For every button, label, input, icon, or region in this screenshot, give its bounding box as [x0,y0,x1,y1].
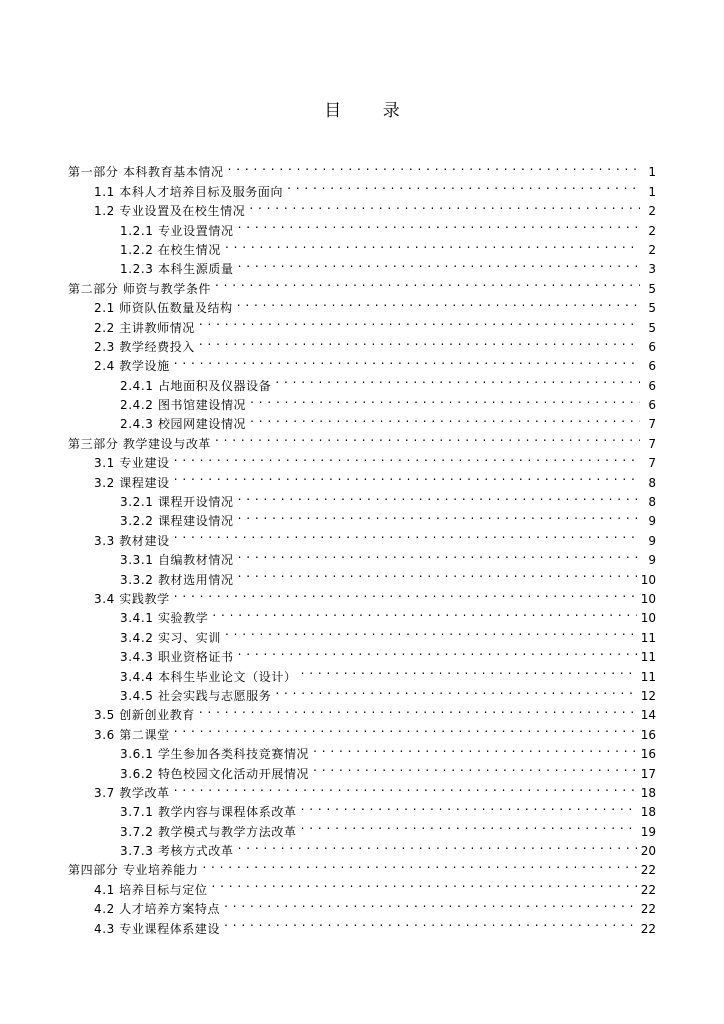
toc-entry-label: 3.5 创新创业教育 [94,708,195,723]
toc-dot-leader [313,739,637,758]
toc-entry-label: 第三部分 教学建设与改革 [68,436,212,451]
toc-entry-label: 1.2 专业设置及在校生情况 [94,204,246,219]
toc-dot-leader [301,816,637,835]
toc-entry-label: 3.6.2 特色校园文化活动开展情况 [120,766,310,781]
toc-dot-leader [238,642,637,661]
toc-page-number: 20 [640,844,656,859]
toc-dot-leader [174,584,637,603]
toc-entry-label: 3.4.2 实习、实训 [120,630,221,645]
toc-dot-leader [237,293,640,312]
toc-dot-leader [313,758,637,777]
toc-page-number: 5 [648,301,656,316]
toc-entry-label: 3.7 教学改革 [94,785,170,800]
toc-page-number: 9 [648,553,656,568]
toc-entry-label: 3.4 实践教学 [94,591,170,606]
toc-dot-leader [174,448,640,467]
toc-page-number: 9 [648,533,656,548]
toc-page-number: 1 [648,165,656,180]
toc-dot-leader [238,487,640,506]
toc-list [68,157,656,936]
toc-entry-label: 2.4 教学设施 [94,359,170,374]
toc-dot-leader [174,351,640,370]
toc-dot-leader [238,564,637,583]
toc-dot-leader [250,390,640,409]
toc-page-number: 7 [648,417,656,432]
toc-entry-label: 3.3 教材建设 [94,533,170,548]
toc-entry-label: 4.2 人才培养方案特点 [94,902,221,917]
toc-dot-leader [301,661,637,680]
toc-page-number: 6 [648,398,656,413]
toc-dot-leader [199,312,640,331]
toc-dot-leader [238,545,640,564]
toc-entry-label: 3.2 课程建设 [94,475,170,490]
toc-page-number: 11 [640,669,656,684]
toc-page-number: 19 [640,824,656,839]
toc-page-number: 22 [640,902,656,917]
toc-page-number: 2 [648,242,656,257]
toc-page-number: 7 [648,436,656,451]
toc-entry-label: 3.4.4 本科生毕业论文（设计） [120,669,297,684]
toc-page-number: 2 [648,204,656,219]
toc-page-number: 22 [640,921,656,936]
toc-page-number: 17 [640,766,656,781]
toc-dot-leader [215,273,640,292]
toc-entry[interactable] [68,157,656,180]
toc-entry-label: 2.1 师资队伍数量及结构 [94,301,233,316]
toc-dot-leader [238,506,640,525]
toc-entry-label: 3.4.3 职业资格证书 [120,650,234,665]
toc-entry-label: 4.1 培养目标与定位 [94,882,208,897]
toc-entry-label: 4.3 专业课程体系建设 [94,921,221,936]
toc-page-number: 5 [648,320,656,335]
toc-entry-label: 第一部分 本科教育基本情况 [68,165,224,180]
toc-dot-leader [199,700,637,719]
toc-dot-leader [275,370,640,389]
toc-page-number: 18 [640,785,656,800]
toc-entry-label: 3.6.1 学生参加各类科技竞赛情况 [120,747,310,762]
toc-dot-leader [174,719,637,738]
toc-page-number: 1 [648,184,656,199]
toc-entry-label: 3.1 专业建设 [94,456,170,471]
toc-entry-label: 3.4.5 社会实践与志愿服务 [120,688,272,703]
toc-dot-leader [238,215,640,234]
toc-dot-leader [174,525,640,544]
toc-entry-label: 2.2 主讲教师情况 [94,320,195,335]
toc-entry-label: 3.6 第二课堂 [94,727,170,742]
toc-dot-leader [212,874,637,893]
toc-entry-label: 2.3 教学经费投入 [94,339,195,354]
toc-page-number: 9 [648,514,656,529]
toc-dot-leader [238,836,637,855]
toc-entry-label: 3.7.1 教学内容与课程体系改革 [120,805,297,820]
toc-dot-leader [215,428,640,447]
toc-entry-label: 3.2.1 课程开设情况 [120,495,234,510]
toc-dot-leader [287,176,640,195]
toc-dot-leader [224,894,637,913]
toc-dot-leader [174,467,640,486]
toc-title: 目 录 [324,101,418,121]
toc-dot-leader [224,913,637,932]
toc-entry-label: 1.2.2 在校生情况 [120,242,221,257]
toc-page-number: 11 [640,650,656,665]
toc-page-number: 3 [648,262,656,277]
toc-page-number: 10 [640,572,656,587]
toc-dot-leader [199,332,640,351]
toc-entry-label: 2.4.1 占地面积及仪器设备 [120,378,272,393]
toc-page-number: 11 [640,630,656,645]
toc-dot-leader [174,778,637,797]
toc-page-number: 16 [640,727,656,742]
toc-dot-leader [249,196,640,215]
toc-entry-label: 3.3.2 教材选用情况 [120,572,234,587]
toc-page-number: 22 [640,863,656,878]
toc-entry-label: 3.3.1 自编教材情况 [120,553,234,568]
toc-entry-label: 1.2.3 本科生源质量 [120,262,234,277]
toc-entry-label: 2.4.2 图书馆建设情况 [120,398,247,413]
toc-page-number: 10 [640,611,656,626]
toc-page-number: 18 [640,805,656,820]
toc-page-number: 5 [648,281,656,296]
toc-entry-label: 第二部分 师资与教学条件 [68,281,212,296]
toc-page-number: 10 [640,591,656,606]
toc-dot-leader [225,235,640,254]
toc-page-number: 6 [648,378,656,393]
toc-dot-leader [238,254,640,273]
toc-entry-label: 3.7.2 教学模式与教学方法改革 [120,824,297,839]
toc-entry-label: 3.2.2 课程建设情况 [120,514,234,529]
toc-dot-leader [250,409,640,428]
toc-page-number: 16 [640,747,656,762]
toc-page-number: 12 [640,688,656,703]
toc-page-number: 22 [640,882,656,897]
toc-page-number: 6 [648,359,656,374]
toc-entry-label: 3.7.3 考核方式改革 [120,844,234,859]
toc-page-number: 14 [640,708,656,723]
toc-dot-leader [212,603,636,622]
toc-entry-label: 1.1 本科人才培养目标及服务面向 [94,184,284,199]
toc-entry-label: 3.4.1 实验教学 [120,611,209,626]
toc-page-number: 6 [648,339,656,354]
toc-page-number: 7 [648,456,656,471]
toc-dot-leader [275,681,636,700]
toc-page-number: 2 [648,223,656,238]
toc-dot-leader [228,157,640,176]
toc-dot-leader [202,855,636,874]
toc-page-number: 8 [648,475,656,490]
toc-entry-label: 1.2.1 专业设置情况 [120,223,234,238]
toc-dot-leader [225,622,637,641]
toc-entry-label: 2.4.3 校园网建设情况 [120,417,247,432]
toc-entry-label: 第四部分 专业培养能力 [68,863,199,878]
toc-dot-leader [301,797,637,816]
toc-page-number: 8 [648,495,656,510]
